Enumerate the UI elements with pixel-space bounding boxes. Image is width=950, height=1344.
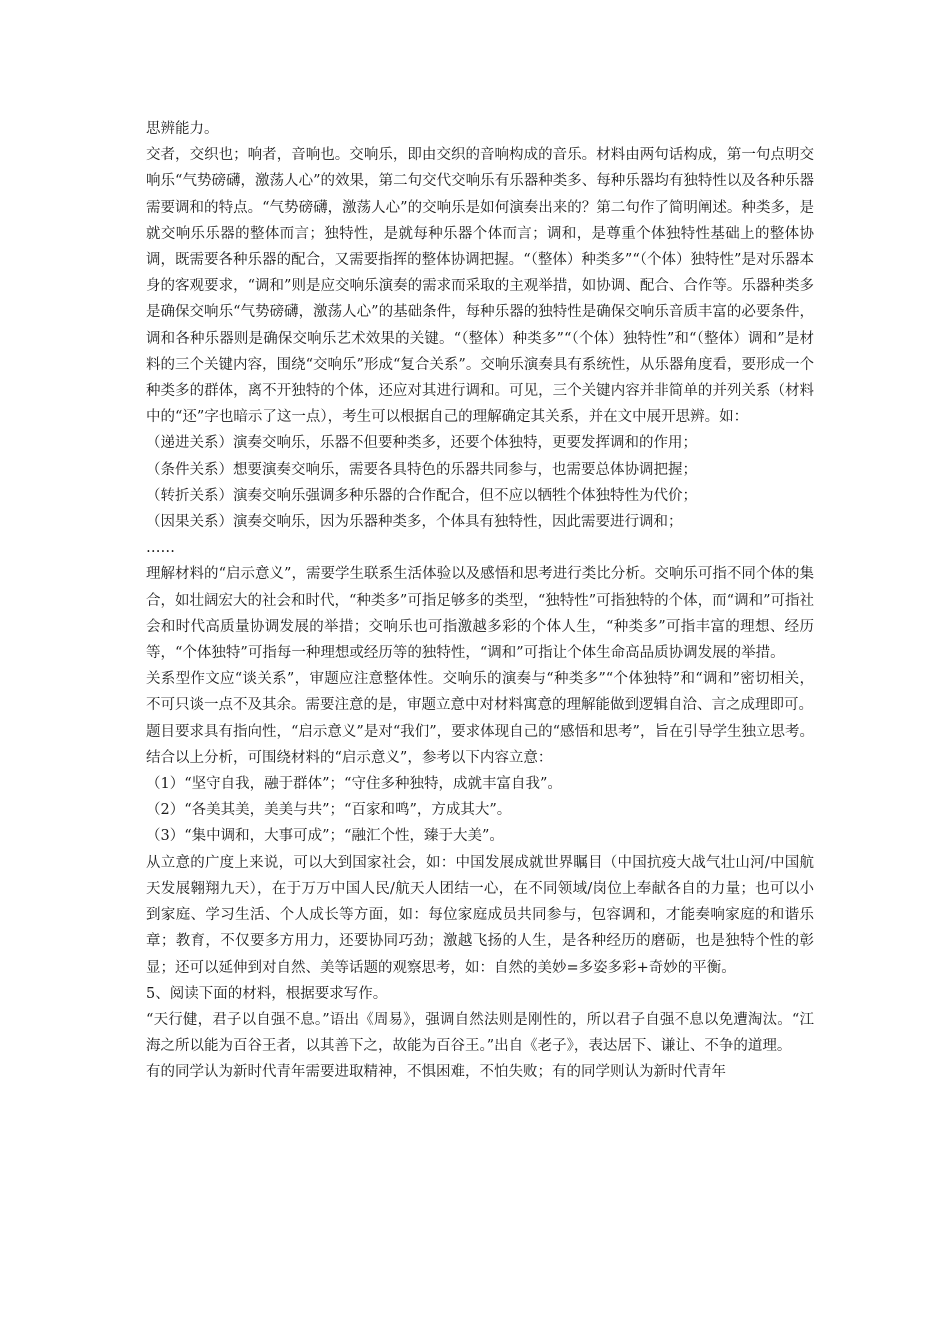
paragraph-summary-intro: 结合以上分析，可围绕材料的“启示意义”，参考以下内容立意： [146, 749, 553, 766]
paragraph-analysis: 交者，交织也；响者，音响也。交响乐，即由交织的音响构成的音乐。材料由两句话构成，第一句点明交响乐“气势磅礴，激荡人心”的效果，第二句交代交响乐有乐器种类多、每种乐器均有独特性以及各种乐器需要调和的特点。“气势磅礴，激荡人心”的交响乐是如何演奏出来的？第二句作了简明阐述。种类多，是就交响乐乐器的整体而言；独特性，是就每种乐器个体而言；调和，是尊重个体独特性基础上的整体协调，既需要各种乐器的配合，又需要指挥的整体协调把握。“（整体）种类多”“（个体）独特性”是对乐器本身的客观要求，“调和”则是应交响乐演奏的需求而采取的主观举措，如协调、配合、合作等。乐器种类多是确保交响乐“气势磅礴，激荡人心”的基础条件，每种乐器的独特性是确保交响乐音质丰富的必要条件，调和各种乐器则是确保交响乐艺术效果的关键。“（整体）种类多”“（个体）独特性”和“（整体）调和”是材料的三个关键内容，围绕“交响乐”形成“复合关系”。交响乐演奏具有系统性，从乐器角度看，要形成一个种类多的群体，离不开独特的个体，还应对其进行调和。可见，三个关键内容并非简单的并列关系（材料中的“还”字也暗示了这一点），考生可以根据自己的理解确定其关系，并在文中展开思辨。如： [146, 147, 814, 426]
question-5-views: 有的同学认为新时代青年需要进取精神，不惧困难，不怕失败；有的同学则认为新时代青年 [146, 1064, 726, 1081]
paragraph-requirement: 题目要求具有指向性，“启示意义”是对“我们”，要求体现自己的“感悟和思考”，旨在引导学生独立思考。 [146, 723, 814, 740]
relation-example-progressive: （递进关系）演奏交响乐，乐器不但要种类多，还要个体独特，更要发挥调和的作用； [146, 435, 697, 452]
document-body [146, 116, 814, 1086]
relation-example-adversative: （转折关系）演奏交响乐强调多种乐器的合作配合，但不应以牺牲个体独特性为代价； [146, 487, 697, 504]
paragraph-continuation: 思辨能力。 [146, 121, 219, 137]
thesis-option-2: （2）“各美其美，美美与共”；“百家和鸣”，方成其大”。 [146, 802, 512, 819]
relation-example-causal: （因果关系）演奏交响乐，因为乐器种类多，个体具有独特性，因此需要进行调和； [146, 514, 683, 531]
question-5-material: “天行健，君子以自强不息。”语出《周易》，强调自然法则是刚性的，所以君子自强不息以免遭淘汰。“江海之所以能为百谷王者，以其善下之，故能为百谷王。”出自《老子》，表达居下、谦让、不争的道理。 [146, 1011, 814, 1055]
paragraph-relation-essay: 关系型作文应“谈关系”，审题应注意整体性。交响乐的演奏与“种类多”“个体独特”和“调和”密切相关，不可只谈一点不及其余。需要注意的是，审题立意中对材料寓意的理解能做到逻辑自洽、言之成理即可。 [146, 671, 814, 714]
paragraph-inspiration: 理解材料的“启示意义”，需要学生联系生活体验以及感悟和思考进行类比分析。交响乐可指不同个体的集合，如壮阔宏大的社会和时代，“种类多”可指足够多的类型，“独特性”可指独特的个体，而“调和”可指社会和时代高质量协调发展的举措；交响乐也可指激越多彩的个体人生，“种类多”可指丰富的理想、经历等，“个体独特”可指每一种理想或经历等的独特性，“调和”可指让个体生命高品质协调发展的举措。 [146, 566, 814, 662]
relation-example-conditional: （条件关系）想要演奏交响乐，需要各具特色的乐器共同参与，也需要总体协调把握； [146, 461, 697, 478]
thesis-option-3: （3）“集中调和，大事可成”；“融汇个性，臻于大美”。 [146, 828, 504, 845]
question-5-heading: 5、阅读下面的材料，根据要求写作。 [146, 985, 388, 1002]
ellipsis-line: …… [146, 540, 175, 557]
paragraph-breadth: 从立意的广度上来说，可以大到国家社会，如：中国发展成就世界瞩目（中国抗疫大战气壮山河/中国航天发展翱翔九天），在于万万中国人民/航天人团结一心，在不同领域/岗位上奉献各自的力量；也可以小到家庭、学习生活、个人成长等方面，如：每位家庭成员共同参与，包容调和，才能奏响家庭的和谐乐章；教育，不仅要多方用力，还要协同巧劲；激越飞扬的人生，是各种经历的磨砺，也是独特个性的彰显；还可以延伸到对自然、美等话题的观察思考，如：自然的美妙=多姿多彩+奇妙的平衡。 [146, 854, 814, 976]
thesis-option-1: （1）“坚守自我，融于群体”；“守住多种独特，成就丰富自我”。 [146, 776, 562, 793]
